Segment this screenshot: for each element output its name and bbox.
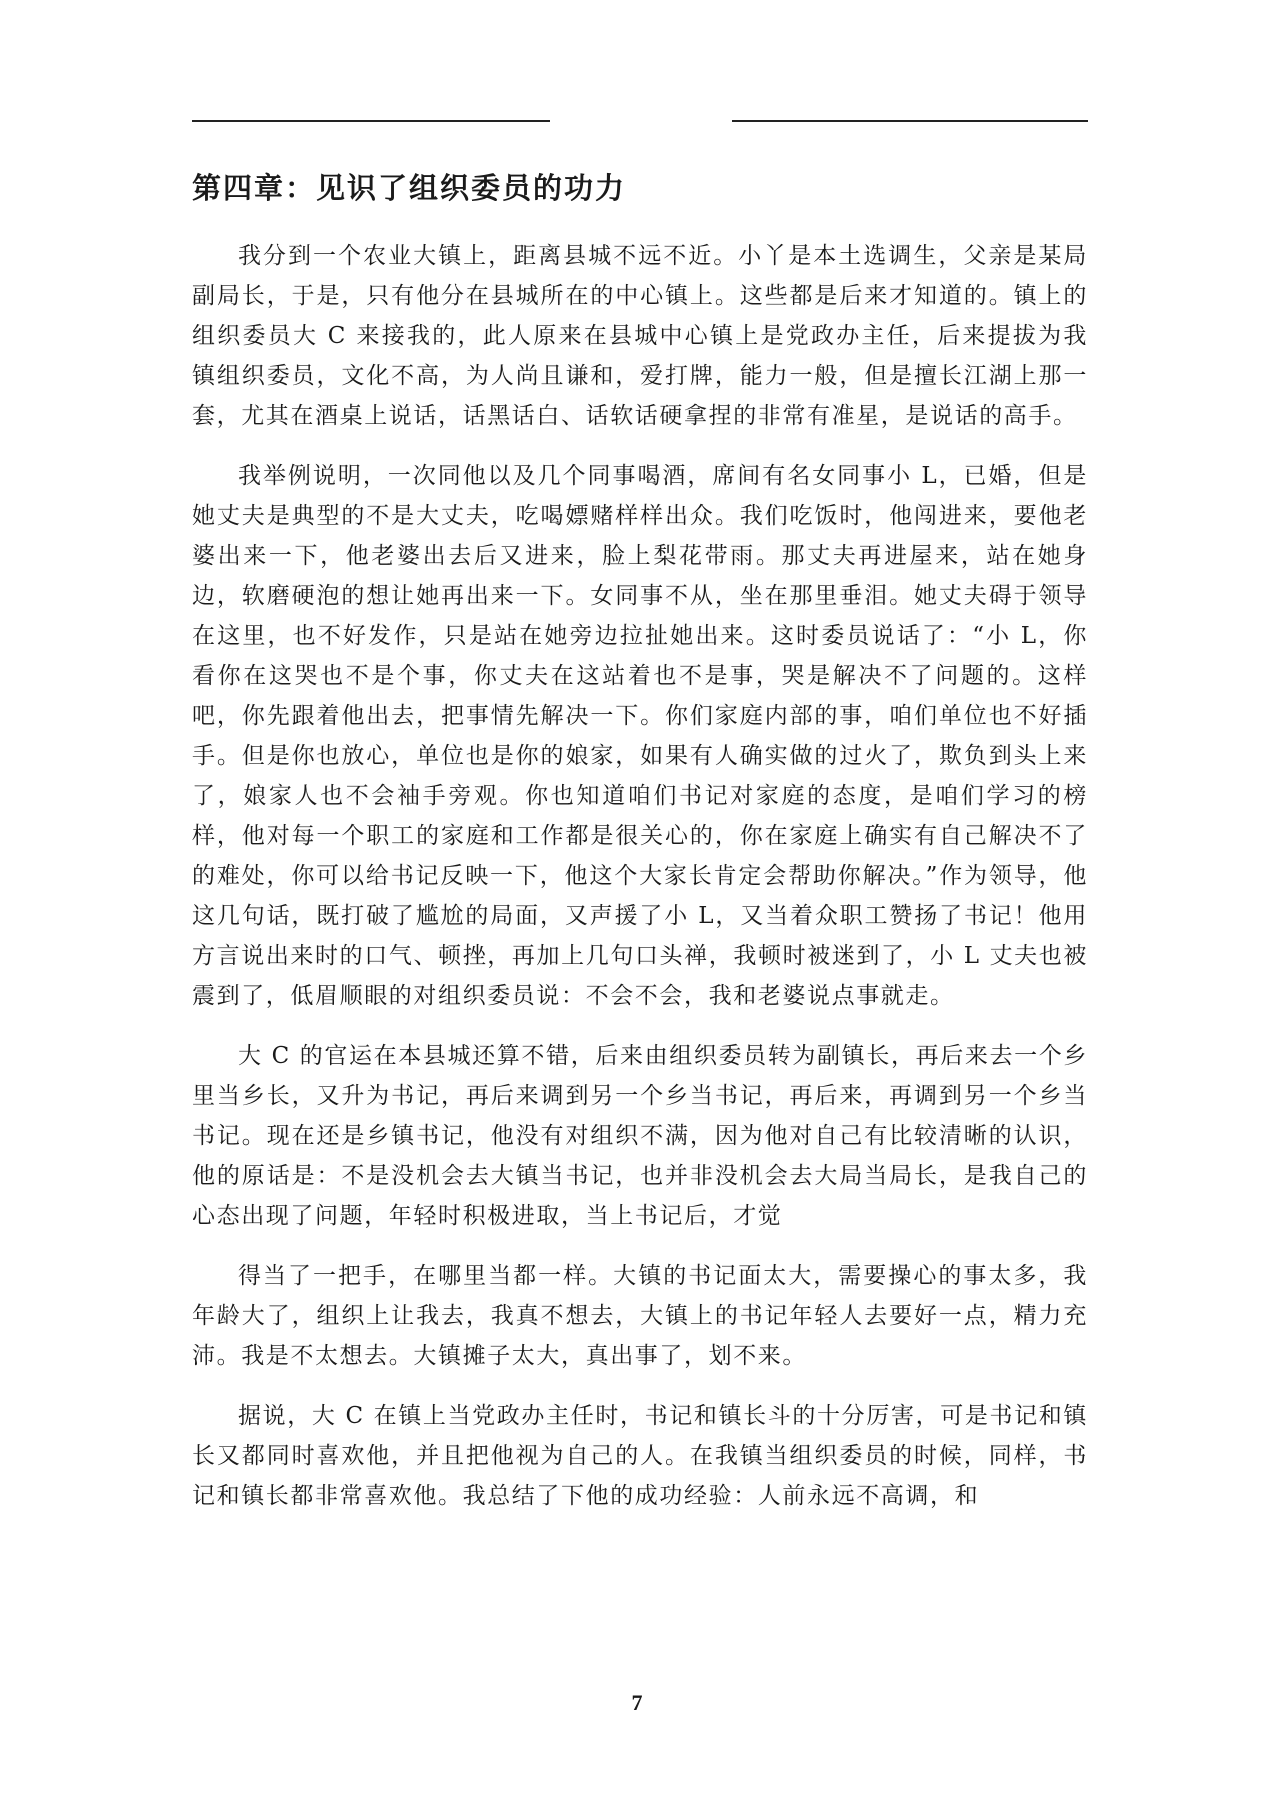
body-text — [192, 236, 1088, 1536]
paragraph: 得当了一把手，在哪里当都一样。大镇的书记面太大，需要操心的事太多，我年龄大了，组织上让我去，我真不想去，大镇上的书记年轻人去要好一点，精力充沛。我是不太想去。大镇摊子太大，真出事了，划不来。 — [192, 1263, 1088, 1369]
paragraph: 据说，大 C 在镇上当党政办主任时，书记和镇长斗的十分厉害，可是书记和镇长又都同时喜欢他，并且把他视为自己的人。在我镇当组织委员的时候，同样，书记和镇长都非常喜欢他。我总结了下他的成功经验：人前永远不高调，和 — [192, 1403, 1088, 1509]
header-rule-right — [732, 120, 1088, 122]
header-rule-left — [192, 120, 550, 122]
chapter-title: 第四章：见识了组织委员的功力 — [192, 171, 627, 205]
paragraph: 我分到一个农业大镇上，距离县城不远不近。小丫是本土选调生，父亲是某局副局长，于是，只有他分在县城所在的中心镇上。这些都是后来才知道的。镇上的组织委员大 C 来接我的，此人原来在县城中心镇上是党政办主任，后来提拔为我镇组织委员，文化不高，为人尚且谦和，爱打牌，能力一般，但是擅长江湖上那一套，尤其在酒桌上说话，话黑话白、话软话硬拿捏的非常有准星，是说话的高手。 — [192, 243, 1088, 429]
page-number: 7 — [631, 1690, 643, 1715]
paragraph: 大 C 的官运在本县城还算不错，后来由组织委员转为副镇长，再后来去一个乡里当乡长，又升为书记，再后来调到另一个乡当书记，再后来，再调到另一个乡当书记。现在还是乡镇书记，他没有对组织不满，因为他对自己有比较清晰的认识，他的原话是：不是没机会去大镇当书记，也并非没机会去大局当局长，是我自己的心态出现了问题，年轻时积极进取，当上书记后，才觉 — [192, 1043, 1088, 1229]
paragraph: 我举例说明，一次同他以及几个同事喝酒，席间有名女同事小 L，已婚，但是她丈夫是典型的不是大丈夫，吃喝嫖赌样样出众。我们吃饭时，他闯进来，要他老婆出来一下，他老婆出去后又进来，脸上梨花带雨。那丈夫再进屋来，站在她身边，软磨硬泡的想让她再出来一下。女同事不从，坐在那里垂泪。她丈夫碍于领导在这里，也不好发作，只是站在她旁边拉扯她出来。这时委员说话了：“小 L，你看你在这哭也不是个事，你丈夫在这站着也不是事，哭是解决不了问题的。这样吧，你先跟着他出去，把事情先解决一下。你们家庭内部的事，咱们单位也不好插手。但是你也放心，单位也是你的娘家，如果有人确实做的过火了，欺负到头上来了，娘家人也不会袖手旁观。你也知道咱们书记对家庭的态度，是咱们学习的榜样，他对每一个职工的家庭和工作都是很关心的，你在家庭上确实有自己解决不了的难处，你可以给书记反映一下，他这个大家长肯定会帮助你解决。”作为领导，他这几句话，既打破了尴尬的局面，又声援了小 L，又当着众职工赞扬了书记！他用方言说出来时的口气、顿挫，再加上几句口头禅，我顿时被迷到了，小 L 丈夫也被震到了，低眉顺眼的对组织委员说：不会不会，我和老婆说点事就走。 — [192, 463, 1088, 1009]
